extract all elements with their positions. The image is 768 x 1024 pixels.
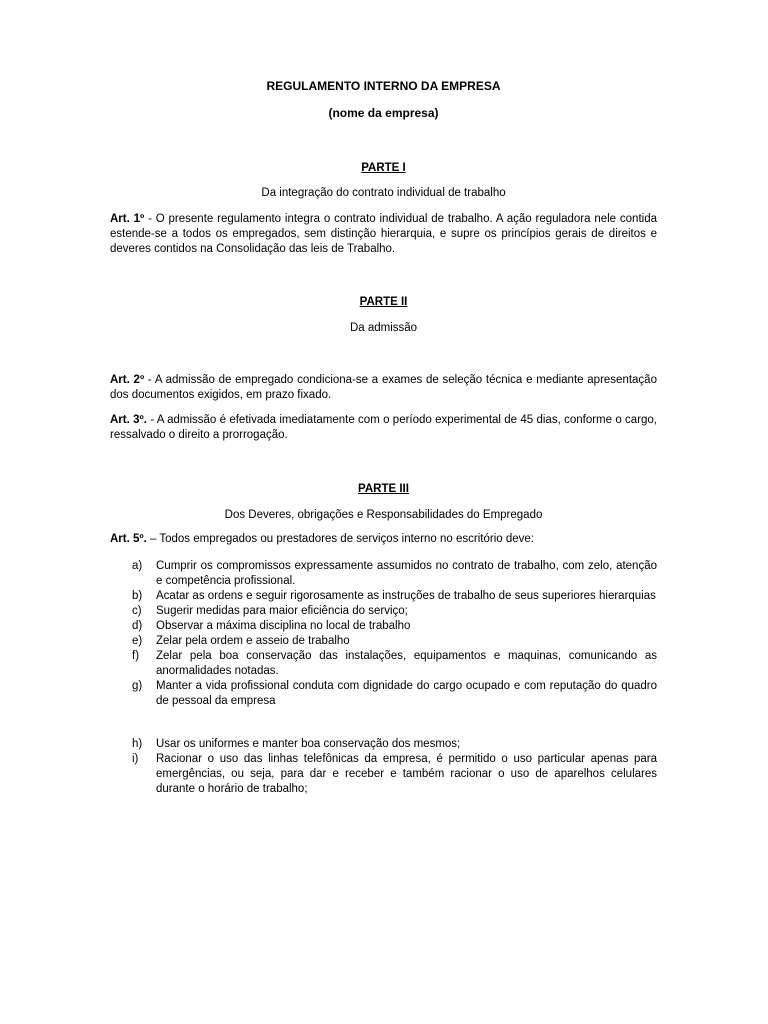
article-3-text: - A admissão é efetivada imediatamente com o período experimental de 45 dias, conforme o cargo, ressalvado o direito a prorrogação. [110, 414, 658, 441]
parte-3-heading: PARTE III [358, 483, 409, 495]
article-2 [110, 373, 657, 403]
list-item [110, 649, 657, 679]
list-item [110, 679, 657, 709]
article-1-text: - O presente regulamento integra o contrato individual de trabalho. A ação reguladora nele contida estende-se a todos os empregados, sem distinção hierarquia, e supre os princípios gerais de direitos e deveres contidos na Consolidação das leis de Trabalho. [110, 213, 657, 255]
list-marker: h) [132, 738, 143, 750]
list-item-text: Observar a máxima disciplina no local de trabalho [156, 620, 411, 632]
list-marker: f) [132, 650, 140, 662]
list-item-text: Usar os uniformes e manter boa conservação dos mesmos; [156, 738, 461, 750]
company-name-placeholder: (nome da empresa) [328, 106, 439, 120]
article-3-label: Art. 3º. [110, 414, 147, 426]
list-item [110, 604, 657, 619]
list-item [110, 737, 657, 752]
list-marker: c) [132, 605, 142, 617]
article-1 [110, 212, 657, 257]
parte-2-subheading: Da admissão [349, 322, 418, 334]
list-item-text: Manter a vida profissional conduta com dignidade do cargo ocupado e com reputação do quadro de pessoal da empresa [156, 680, 657, 707]
list-item-text: Racionar o uso das linhas telefônicas da empresa, é permitido o uso particular apenas para emergências, ou seja, para dar e receber e também racionar o uso de aparelhos celulares durante o horário de trabalho; [156, 753, 657, 795]
list-item [110, 559, 657, 589]
list-marker: b) [132, 590, 143, 602]
duties-list-continued [110, 737, 657, 797]
article-5 [110, 532, 657, 547]
parte-1-heading: PARTE I [361, 162, 406, 174]
article-3 [110, 413, 657, 443]
list-marker: g) [132, 680, 143, 692]
article-1-label: Art. 1º [110, 213, 145, 225]
list-item-text: Acatar as ordens e seguir rigorosamente as instruções de trabalho de seus superiores hierarquias [156, 590, 656, 602]
parte-2-heading: PARTE II [359, 296, 408, 308]
parte-1-subheading: Da integração do contrato individual de trabalho [261, 187, 506, 199]
article-2-label: Art. 2º [110, 374, 145, 386]
list-item [110, 752, 657, 797]
list-item [110, 634, 657, 649]
parte-3-subheading: Dos Deveres, obrigações e Responsabilidades do Empregado [224, 509, 543, 521]
list-item [110, 619, 657, 634]
article-2-text: - A admissão de empregado condiciona-se a exames de seleção técnica e mediante apresentação dos documentos exigidos, em prazo fixado. [110, 374, 657, 401]
list-marker: d) [132, 620, 143, 632]
article-5-text: – Todos empregados ou prestadores de serviços interno no escritório deve: [146, 533, 534, 545]
list-item [110, 589, 657, 604]
duties-list [110, 559, 657, 709]
list-item-text: Zelar pela boa conservação das instalações, equipamentos e maquinas, comunicando as anormalidades notadas. [156, 650, 657, 677]
list-marker: e) [132, 635, 143, 647]
list-item-text: Zelar pela ordem e asseio de trabalho [156, 635, 350, 647]
article-5-label: Art. 5º. [110, 533, 147, 545]
list-marker: i) [132, 753, 139, 765]
list-item-text: Cumprir os compromissos expressamente assumidos no contrato de trabalho, com zelo, atenção e competência profissional. [156, 560, 657, 587]
list-marker: a) [132, 560, 143, 572]
document-title: REGULAMENTO INTERNO DA EMPRESA [266, 79, 501, 93]
list-item-text: Sugerir medidas para maior eficiência do serviço; [156, 605, 408, 617]
